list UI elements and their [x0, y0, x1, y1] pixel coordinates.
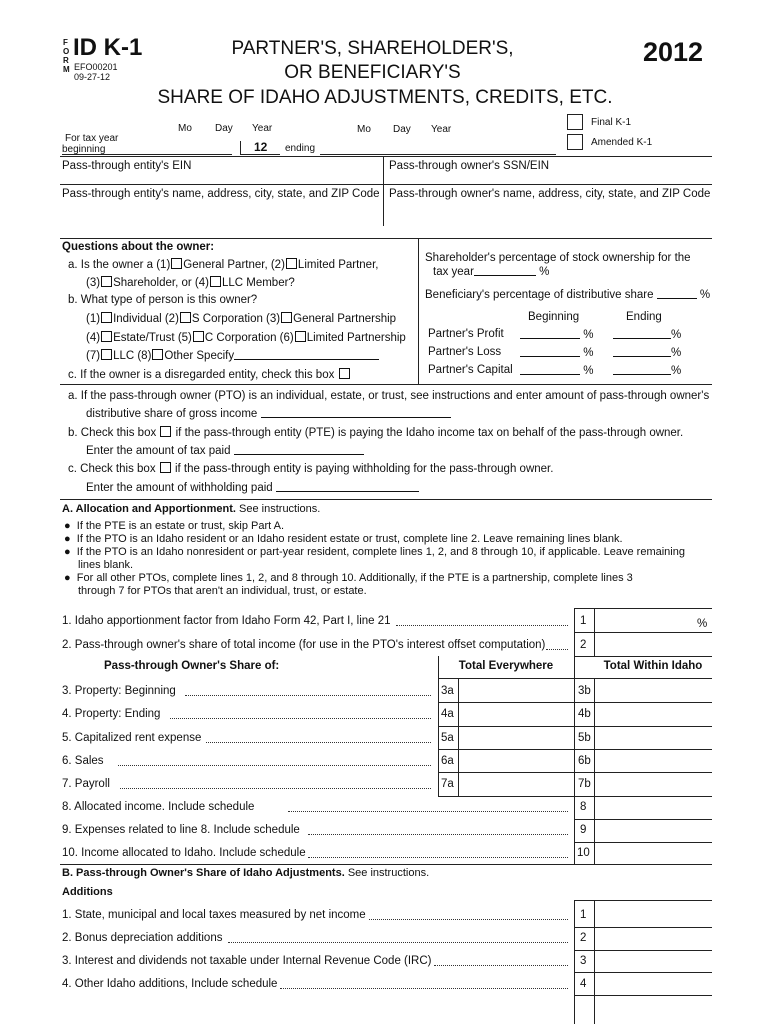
- question-a-line2: [86, 276, 295, 289]
- state-taxes-input[interactable]: [597, 905, 709, 923]
- a-line1-number: 1: [580, 615, 587, 627]
- question-a-line1: [68, 258, 378, 271]
- questions-heading: Questions about the owner:: [62, 241, 215, 253]
- part-b-heading: [62, 867, 429, 879]
- partner-capital-beginning: [520, 364, 593, 377]
- a-line1-label: 1. Idaho apportionment factor from Idaho Form 42, Part I, line 21: [62, 615, 391, 627]
- col-idaho: Total Within Idaho: [603, 660, 703, 672]
- b-line4-number: 4: [580, 978, 587, 990]
- begin-day-label: Day: [215, 123, 233, 134]
- llc-checkbox[interactable]: [101, 349, 112, 360]
- a-line2-number: 2: [580, 639, 587, 651]
- payroll-idaho-input[interactable]: [597, 775, 709, 793]
- general-partner-label: General Partner, (2): [183, 259, 285, 271]
- end-mo-label: Mo: [357, 124, 371, 135]
- c-corp-checkbox[interactable]: [193, 331, 204, 342]
- s-corp-checkbox[interactable]: [180, 312, 191, 323]
- pto-ssn-field[interactable]: [389, 172, 709, 182]
- limited-partner-checkbox[interactable]: [286, 258, 297, 269]
- tax-paid-input[interactable]: [234, 444, 364, 455]
- bullet-text: If the PTE is an estate or trust, skip Part A.: [76, 520, 285, 532]
- b-line3-number: 3: [580, 955, 587, 967]
- part-a-bullet: ● If the PTE is an estate or trust, skip Part A.: [64, 520, 285, 532]
- s-corp-label: S Corporation (3): [191, 313, 281, 325]
- bullet-text: If the PTO is an Idaho resident or an Idaho resident estate or trust, complete line 2. Leave remaining lines blank.: [76, 533, 623, 545]
- partner-profit-beginning: [520, 328, 593, 341]
- part-a-bullet-cont: lines blank.: [78, 559, 134, 571]
- property-ending-idaho-input[interactable]: [597, 705, 709, 723]
- property-beginning-everywhere-input[interactable]: [461, 681, 571, 699]
- begin-mo-label: Mo: [178, 123, 192, 134]
- allocated-income-input[interactable]: [597, 798, 709, 816]
- c-corp-label: C Corporation (6): [204, 332, 294, 344]
- capital-ending-input[interactable]: [613, 364, 671, 375]
- other-checkbox[interactable]: [152, 349, 163, 360]
- a-row7-label: 7. Payroll: [62, 778, 110, 790]
- shareholder-pct-line2: [433, 265, 549, 278]
- b-line2-label: 2. Bonus depreciation additions: [62, 932, 223, 944]
- estate-trust-checkbox[interactable]: [101, 331, 112, 342]
- pct-sign: %: [671, 365, 682, 377]
- pte-address-field[interactable]: [62, 202, 380, 234]
- llc-member-label: LLC Member?: [221, 277, 295, 289]
- question-b-line: b. What type of person is this owner?: [68, 294, 258, 306]
- disregarded-entity-checkbox[interactable]: [339, 368, 350, 379]
- pto-c-line2: [86, 481, 419, 494]
- partner-loss-label: Partner's Loss: [428, 346, 502, 358]
- pct-sign: %: [583, 365, 594, 377]
- limited-partnership-checkbox[interactable]: [295, 331, 306, 342]
- limited-partner-label: Limited Partner,: [297, 259, 379, 271]
- a-line9-number: 9: [580, 824, 587, 836]
- question-b-row2: [86, 331, 406, 344]
- b1-label: (1): [86, 313, 101, 325]
- income-allocated-idaho-input[interactable]: [597, 844, 709, 862]
- question-c-line: [68, 368, 351, 381]
- pct-sign: %: [671, 329, 682, 341]
- pte-paying-tax-checkbox[interactable]: [160, 426, 171, 437]
- ending-label: ending: [285, 143, 316, 154]
- pct-sign: %: [699, 289, 711, 301]
- pte-name-label: Pass-through entity's name, address, city, state, and ZIP Code: [62, 188, 380, 200]
- share-heading: Pass-through Owner's Share of:: [104, 660, 280, 672]
- partner-loss-ending: [613, 346, 681, 359]
- shareholder-pct-input[interactable]: [474, 265, 536, 276]
- title-line-1: PARTNER'S, SHAREHOLDER'S,: [231, 38, 514, 59]
- pto-b-pre: b. Check this box: [68, 427, 157, 439]
- gross-income-input[interactable]: [261, 407, 451, 418]
- interest-dividends-input[interactable]: [597, 952, 709, 970]
- pto-b-line1: [68, 426, 683, 439]
- individual-checkbox[interactable]: [101, 312, 112, 323]
- b7-label: (7): [86, 350, 101, 362]
- part-a-bullet-cont: through 7 for PTOs that aren't an individual, trust, or estate.: [78, 585, 367, 597]
- pct-sign: %: [539, 266, 550, 278]
- llc-label: LLC (8): [113, 350, 152, 362]
- final-k1-label: Final K-1: [591, 117, 632, 128]
- a-row4-label: 4. Property: Ending: [62, 708, 161, 720]
- period-month-value[interactable]: 12: [254, 140, 268, 154]
- general-partnership-checkbox[interactable]: [281, 312, 292, 323]
- a-line10-label: 10. Income allocated to Idaho. Include schedule: [62, 847, 306, 859]
- pto-c-pre: c. Check this box: [68, 463, 156, 475]
- disregarded-label: c. If the owner is a disregarded entity, check this box: [68, 369, 335, 381]
- capital-beginning-input[interactable]: [520, 364, 580, 375]
- additions-heading: Additions: [62, 886, 113, 898]
- a-line2-label: 2. Pass-through owner's share of total income (for use in the PTO's interest offset computation): [62, 639, 546, 651]
- profit-ending-input[interactable]: [613, 328, 671, 339]
- pto-name-label: Pass-through owner's name, address, city, state, and ZIP Code: [389, 188, 711, 200]
- a-row7-a-number: 7a: [441, 778, 454, 790]
- bullet-text: For all other PTOs, complete lines 1, 2, and 8 through 10. Additionally, if the PTE is a partnership, complete lines 3: [76, 572, 633, 584]
- pte-ein-label: Pass-through entity's EIN: [62, 160, 192, 172]
- pte-ein-field[interactable]: [62, 172, 380, 182]
- gross-income-label: distributive share of gross income: [86, 408, 258, 420]
- a-row3-label: 3. Property: Beginning: [62, 685, 176, 697]
- loss-ending-input[interactable]: [613, 346, 671, 357]
- b-line1-label: 1. State, municipal and local taxes measured by net income: [62, 909, 366, 921]
- beneficiary-pct-label: Beneficiary's percentage of distributive share: [425, 289, 654, 301]
- bullet-text: If the PTO is an Idaho nonresident or part-year resident, complete lines 1, 2, and 8 through 10, if applicable. Leave remaining: [76, 546, 685, 558]
- pto-address-field[interactable]: [389, 202, 709, 234]
- option-3-label: (3): [86, 277, 101, 289]
- a-row7-b-number: 7b: [578, 778, 591, 790]
- form-letter: F: [63, 38, 68, 47]
- col-everywhere: Total Everywhere: [458, 660, 554, 672]
- final-k1-checkbox[interactable]: [567, 114, 583, 130]
- part-b-label: B. Pass-through Owner's Share of Idaho Adjustments.: [62, 867, 345, 879]
- part-a-label: A. Allocation and Apportionment.: [62, 503, 236, 515]
- shareholder-label: Shareholder, or (4): [113, 277, 209, 289]
- end-year-label: Year: [431, 124, 452, 135]
- a-line9-label: 9. Expenses related to line 8. Include schedule: [62, 824, 300, 836]
- general-partner-checkbox[interactable]: [171, 258, 182, 269]
- efo-code: EFO00201: [74, 62, 118, 72]
- total-income-share-input[interactable]: [597, 636, 709, 654]
- pto-c-post: if the pass-through entity is paying withholding for the pass-through owner.: [174, 463, 554, 475]
- ending-header: Ending: [626, 311, 662, 323]
- beneficiary-pct-input[interactable]: [657, 288, 697, 299]
- pte-withholding-checkbox[interactable]: [160, 462, 171, 473]
- sales-everywhere-input[interactable]: [461, 752, 571, 770]
- pct-sign: %: [583, 329, 594, 341]
- tax-year: 2012: [643, 37, 704, 67]
- withholding-paid-input[interactable]: [276, 481, 419, 492]
- part-a-bullet: ● If the PTO is an Idaho resident or an Idaho resident estate or trust, complete line 2. Leave remaining lines blank.: [64, 533, 623, 545]
- rent-expense-everywhere-input[interactable]: [461, 729, 571, 747]
- general-partnership-label: General Partnership: [293, 313, 397, 325]
- other-specify-input[interactable]: [234, 349, 379, 360]
- a-line10-number: 10: [577, 847, 590, 859]
- question-a-label: a. Is the owner a (1): [68, 259, 171, 271]
- a-row5-label: 5. Capitalized rent expense: [62, 732, 202, 744]
- llc-member-checkbox[interactable]: [210, 276, 221, 287]
- b-line3-label: 3. Interest and dividends not taxable under Internal Revenue Code (IRC): [62, 955, 432, 967]
- partner-profit-ending: [613, 328, 681, 341]
- b-line4-label: 4. Other Idaho additions, Include schedule: [62, 978, 278, 990]
- a-row5-a-number: 5a: [441, 732, 454, 744]
- question-b-row3: [86, 349, 379, 362]
- a-row3-b-number: 3b: [578, 685, 591, 697]
- part-a-bullet: ● If the PTO is an Idaho nonresident or part-year resident, complete lines 1, 2, and 8 through 10, if applicable. Leave remaining: [64, 546, 685, 558]
- pto-c-line1: [68, 462, 553, 475]
- partner-profit-label: Partner's Profit: [428, 328, 504, 340]
- loss-beginning-input[interactable]: [520, 346, 580, 357]
- bonus-depreciation-input[interactable]: [597, 929, 709, 947]
- end-day-label: Day: [393, 124, 411, 135]
- a-row5-b-number: 5b: [578, 732, 591, 744]
- form-vertical-label: [63, 38, 71, 74]
- partner-loss-beginning: [520, 346, 593, 359]
- pto-b-post: if the pass-through entity (PTE) is paying the Idaho income tax on behalf of the pass-through owner.: [175, 427, 684, 439]
- profit-beginning-input[interactable]: [520, 328, 580, 339]
- title-line-3: SHARE OF IDAHO ADJUSTMENTS, CREDITS, ETC.: [157, 87, 613, 108]
- shareholder-pct-line1: Shareholder's percentage of stock ownership for the: [425, 252, 691, 264]
- tax-paid-label: Enter the amount of tax paid: [86, 445, 231, 457]
- a-row3-a-number: 3a: [441, 685, 454, 697]
- a-row4-a-number: 4a: [441, 708, 454, 720]
- part-a-see: See instructions.: [239, 503, 321, 515]
- property-beginning-idaho-input[interactable]: [597, 681, 709, 699]
- a-line8-label: 8. Allocated income. Include schedule: [62, 801, 255, 813]
- question-b-row1: [86, 312, 396, 325]
- beginning-label: beginning: [62, 144, 106, 155]
- tax-year-label: tax year: [433, 266, 474, 278]
- a-row6-label: 6. Sales: [62, 755, 104, 767]
- form-letter: M: [63, 65, 70, 74]
- estate-trust-label: Estate/Trust (5): [113, 332, 192, 344]
- shareholder-checkbox[interactable]: [101, 276, 112, 287]
- a-line8-number: 8: [580, 801, 587, 813]
- part-b-see: See instructions.: [347, 867, 430, 879]
- property-ending-everywhere-input[interactable]: [461, 705, 571, 723]
- sales-idaho-input[interactable]: [597, 752, 709, 770]
- other-label: Other Specify: [164, 350, 235, 362]
- expenses-line8-input[interactable]: [597, 821, 709, 839]
- beneficiary-pct-line: [425, 288, 710, 301]
- pto-a-line2: [86, 407, 451, 420]
- a-row6-a-number: 6a: [441, 755, 454, 767]
- withholding-paid-label: Enter the amount of withholding paid: [86, 482, 273, 494]
- b-line2-number: 2: [580, 932, 587, 944]
- a-line1-pct: %: [697, 618, 708, 630]
- form-id: ID K-1: [73, 34, 143, 61]
- pto-a-line1: a. If the pass-through owner (PTO) is an individual, estate, or trust, see instructions and enter amount of pass-through owner's: [68, 390, 710, 402]
- apportionment-factor-input[interactable]: [597, 612, 691, 630]
- limited-partnership-label: Limited Partnership: [306, 332, 406, 344]
- begin-year-label: Year: [252, 123, 273, 134]
- pto-b-line2: [86, 444, 364, 457]
- b-line1-number: 1: [580, 909, 587, 921]
- form-letter: R: [63, 56, 69, 65]
- other-additions-input[interactable]: [597, 975, 709, 993]
- beginning-header: Beginning: [528, 311, 580, 323]
- form-letter: O: [63, 47, 70, 56]
- pto-ssn-label: Pass-through owner's SSN/EIN: [389, 160, 550, 172]
- payroll-everywhere-input[interactable]: [461, 775, 571, 793]
- a-row6-b-number: 6b: [578, 755, 591, 767]
- form-date: 09-27-12: [74, 72, 111, 82]
- title-line-2: OR BENEFICIARY'S: [284, 62, 461, 83]
- a-row4-b-number: 4b: [578, 708, 591, 720]
- b4-label: (4): [86, 332, 101, 344]
- part-a-bullet: ● For all other PTOs, complete lines 1, 2, and 8 through 10. Additionally, if the PTE is a partnership, complete lines 3: [64, 572, 633, 584]
- part-a-heading: [62, 503, 320, 515]
- individual-label: Individual (2): [113, 313, 179, 325]
- pct-sign: %: [671, 347, 682, 359]
- pct-sign: %: [583, 347, 594, 359]
- rent-expense-idaho-input[interactable]: [597, 729, 709, 747]
- amended-k1-label: Amended K-1: [591, 137, 653, 148]
- partner-capital-label: Partner's Capital: [428, 364, 513, 376]
- amended-k1-checkbox[interactable]: [567, 134, 583, 150]
- for-tax-year-label: For tax year: [65, 133, 119, 144]
- partner-capital-ending: [613, 364, 681, 377]
